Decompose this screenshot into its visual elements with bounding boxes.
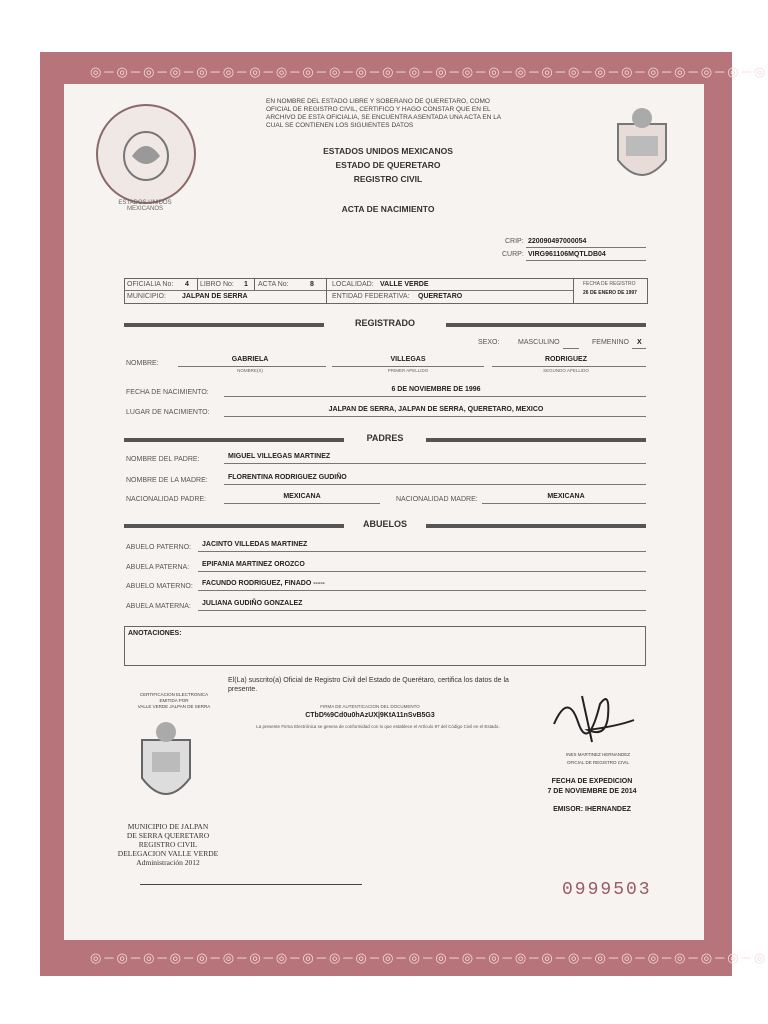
fecha-nacimiento-value: 6 DE NOVIEMBRE DE 1996 <box>391 386 481 393</box>
abuelo-paterno-value: JACINTO VILLEDAS MARTINEZ <box>202 541 308 548</box>
electronic-certification <box>126 692 222 710</box>
crip-label: CRIP: <box>505 238 524 245</box>
section-registrado: REGISTRADO <box>354 318 415 328</box>
elec-line-3: VALLE VERDE JALPAN DE SERRA <box>137 704 211 709</box>
fecha-registro-label: FECHA DE REGISTRO <box>583 281 636 287</box>
femenino-mark: X <box>637 339 642 346</box>
municipal-stamp <box>114 822 222 867</box>
libro-value: 1 <box>244 281 248 288</box>
header-registry: REGISTRO CIVIL <box>353 174 423 184</box>
firma-code: CTbD%9Cd0u0hAzUX|9KtA11nSvB5G3 <box>305 712 435 719</box>
section-padres: PADRES <box>366 433 404 443</box>
section-divider <box>446 323 646 327</box>
fecha-registro-value: 26 DE ENERO DE 1997 <box>583 290 637 296</box>
abuela-paterna-value: EPIFANIA MARTINEZ OROZCO <box>202 561 305 568</box>
stamp-line-3: REGISTRO CIVIL <box>138 840 198 849</box>
firma-legal: La presente Firma Electrónica se genera de conformidad con lo que establece el Artículo 97 del Código Civil en el Estado. <box>256 724 500 729</box>
abuelo-paterno-label: ABUELO PATERNO: <box>126 544 192 551</box>
expedicion-date: 7 DE NOVIEMBRE DE 2014 <box>547 788 637 795</box>
nac-padre-label: NACIONALIDAD PADRE: <box>126 496 206 503</box>
madre-label: NOMBRE DE LA MADRE: <box>126 477 208 484</box>
stamp-line-2: DE SERRA QUERETARO <box>126 831 210 840</box>
signer-name: INES MARTINEZ HERNANDEZ <box>566 752 630 757</box>
header-state: ESTADO DE QUERETARO <box>335 160 441 170</box>
padre-value: MIGUEL VILLEGAS MARTINEZ <box>228 453 331 460</box>
segundo-apellido-value: RODRIGUEZ <box>545 356 587 363</box>
localidad-value: VALLE VERDE <box>380 281 429 288</box>
anotaciones-box <box>124 626 646 666</box>
municipio-value: JALPAN DE SERRA <box>182 293 248 300</box>
abuela-paterna-label: ABUELA PATERNA: <box>126 564 190 571</box>
sexo-label: SEXO: <box>478 339 500 346</box>
abuelo-materno-value: FACUNDO RODRIGUEZ, FINADO ----- <box>202 580 325 587</box>
signature-icon <box>548 686 640 746</box>
emisor: EMISOR: IHERNANDEZ <box>553 806 631 813</box>
section-divider <box>124 524 344 528</box>
primer-apellido-sub: PRIMER APELLIDO <box>387 368 429 373</box>
abuela-materna-label: ABUELA MATERNA: <box>126 603 191 610</box>
elec-line-2: EMITIDA POR <box>159 698 189 703</box>
stamp-line-4: DELEGACION VALLE VERDE <box>117 849 219 858</box>
section-abuelos: ABUELOS <box>362 519 407 529</box>
oficialia-label: OFICIALIA No: <box>127 281 174 288</box>
abuelo-materno-label: ABUELO MATERNO: <box>126 583 193 590</box>
seal-caption: ESTADOS UNIDOS MEXICANOS <box>118 200 172 212</box>
header-country: ESTADOS UNIDOS MEXICANOS <box>323 146 453 156</box>
lugar-nacimiento-label: LUGAR DE NACIMIENTO: <box>126 409 210 416</box>
segundo-apellido-sub: SEGUNDO APELLIDO <box>543 368 589 373</box>
elec-line-1: CERTIFICACION ELECTRONICA <box>139 692 209 697</box>
nombre-sub: NOMBRE(S) <box>237 368 263 373</box>
curp-value: VIRG961106MQTLDB04 <box>528 251 606 258</box>
preamble-text: EN NOMBRE DEL ESTADO LIBRE Y SOBERANO DE QUERETARO, COMO OFICIAL DE REGISTRO CIVIL, CERTIFICO Y HAGO CONSTAR QUE EN EL ARCHIVO DE ESTA OFICIALIA, SE ENCUENTRA ASENTADA UNA ACTA EN LA CUAL SE CONTIENEN LOS SIGUIENTES DATOS <box>266 98 501 129</box>
section-divider <box>124 323 324 327</box>
femenino-label: FEMENINO <box>592 339 629 346</box>
stamp-line-5: Administración 2012 <box>136 858 200 867</box>
expedicion-label: FECHA DE EXPEDICION <box>551 778 633 785</box>
state-arms-stamp-icon <box>124 716 208 816</box>
masculino-label: MASCULINO <box>518 339 560 346</box>
oficialia-value: 4 <box>185 281 189 288</box>
nac-padre-value: MEXICANA <box>283 493 321 500</box>
curp-label: CURP: <box>502 251 524 258</box>
nac-madre-label: NACIONALIDAD MADRE: <box>396 496 478 503</box>
document-title: ACTA DE NACIMIENTO <box>341 204 435 214</box>
localidad-label: LOCALIDAD: <box>332 281 374 288</box>
libro-label: LIBRO No: <box>200 281 234 288</box>
signer-title: OFICIAL DE REGISTRO CIVIL <box>566 760 630 765</box>
lugar-nacimiento-value: JALPAN DE SERRA, JALPAN DE SERRA, QUERETARO, MEXICO <box>328 406 544 413</box>
primer-apellido-value: VILLEGAS <box>390 356 426 363</box>
border-ornament-top: ◎─◎─◎─◎─◎─◎─◎─◎─◎─◎─◎─◎─◎─◎─◎─◎─◎─◎─◎─◎─◎─◎─◎─◎─◎─◎ <box>90 64 768 79</box>
folio-number: 0999503 <box>562 880 652 900</box>
fecha-nacimiento-label: FECHA DE NACIMIENTO: <box>126 389 209 396</box>
nac-madre-value: MEXICANA <box>547 493 585 500</box>
firma-label: FIRMA DE AUTENTICACION DEL DOCUMENTO <box>320 704 420 709</box>
abuela-materna-value: JULIANA GUDIÑO GONZALEZ <box>202 600 303 607</box>
entidad-value: QUERETARO <box>418 293 463 300</box>
nombre-label: NOMBRE: <box>126 360 159 367</box>
acta-label: ACTA No: <box>258 281 289 288</box>
entidad-label: ENTIDAD FEDERATIVA: <box>332 293 410 300</box>
madre-value: FLORENTINA RODRIGUEZ GUDIÑO <box>228 474 347 481</box>
municipio-label: MUNICIPIO: <box>127 293 166 300</box>
crip-value: 220090497000054 <box>528 238 587 245</box>
section-divider <box>124 438 344 442</box>
certification-text: El(La) suscrito(a) Oficial de Registro Civil del Estado de Querétaro, certifica los datos de la presente. <box>228 677 509 693</box>
stamp-line-1: MUNICIPIO DE JALPAN <box>127 822 209 831</box>
acta-value: 8 <box>310 281 314 288</box>
state-coat-of-arms-icon <box>604 104 680 196</box>
border-ornament-bottom: ◎─◎─◎─◎─◎─◎─◎─◎─◎─◎─◎─◎─◎─◎─◎─◎─◎─◎─◎─◎─◎─◎─◎─◎─◎─◎ <box>90 950 768 965</box>
padre-label: NOMBRE DEL PADRE: <box>126 456 200 463</box>
section-divider <box>426 438 646 442</box>
nombre-value: GABRIELA <box>231 356 269 363</box>
national-seal-icon <box>96 104 196 204</box>
anotaciones-label: ANOTACIONES: <box>128 630 182 637</box>
section-divider <box>426 524 646 528</box>
